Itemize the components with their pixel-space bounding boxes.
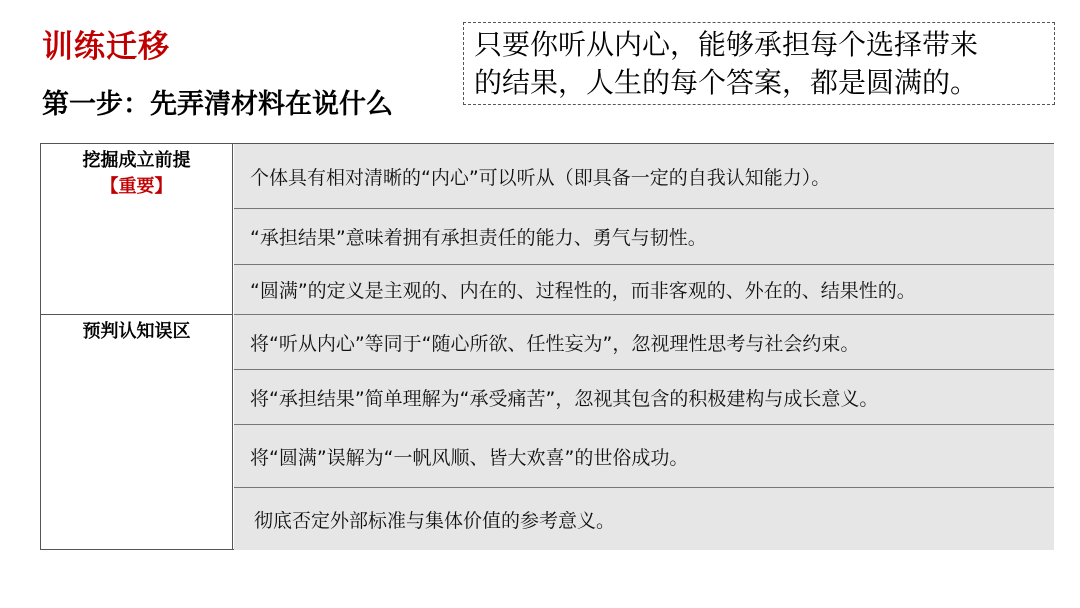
quote-line-1: 只要你听从内心，能够承担每个选择带来 [474, 28, 979, 61]
category-label: 预判认知误区 [82, 321, 191, 342]
important-tag: 【重要】 [100, 176, 173, 197]
table-row: 将“圆满”误解为“一帆风顺、皆大欢喜”的世俗成功。 [234, 425, 1054, 488]
page-title: 训练迁移 [42, 29, 170, 65]
table-row: “圆满”的定义是主观的、内在的、过程性的，而非客观的、外在的、结果性的。 [234, 265, 1054, 315]
table-row: 将“听从内心”等同于“随心所欲、任性妄为”，忽视理性思考与社会约束。 [234, 315, 1054, 370]
category-label: 挖掘成立前提 [82, 150, 191, 171]
table-row: 彻底否定外部标准与集体价值的参考意义。 [234, 488, 1054, 550]
table-row: 个体具有相对清晰的“内心”可以听从（即具备一定的自我认知能力）。 [234, 144, 1054, 209]
analysis-table [40, 143, 1054, 550]
quote-box [463, 22, 1055, 105]
step-subtitle: 第一步：先弄清材料在说什么 [42, 89, 393, 120]
quote-line-2: 的结果，人生的每个答案，都是圆满的。 [474, 66, 979, 99]
category-column [41, 144, 233, 549]
table-row: “承担结果”意味着拥有承担责任的能力、勇气与韧性。 [234, 209, 1054, 265]
table-row: 将“承担结果”简单理解为“承受痛苦”，忽视其包含的积极建构与成长意义。 [234, 370, 1054, 425]
category-premises [41, 144, 232, 314]
category-misconceptions [41, 314, 232, 550]
